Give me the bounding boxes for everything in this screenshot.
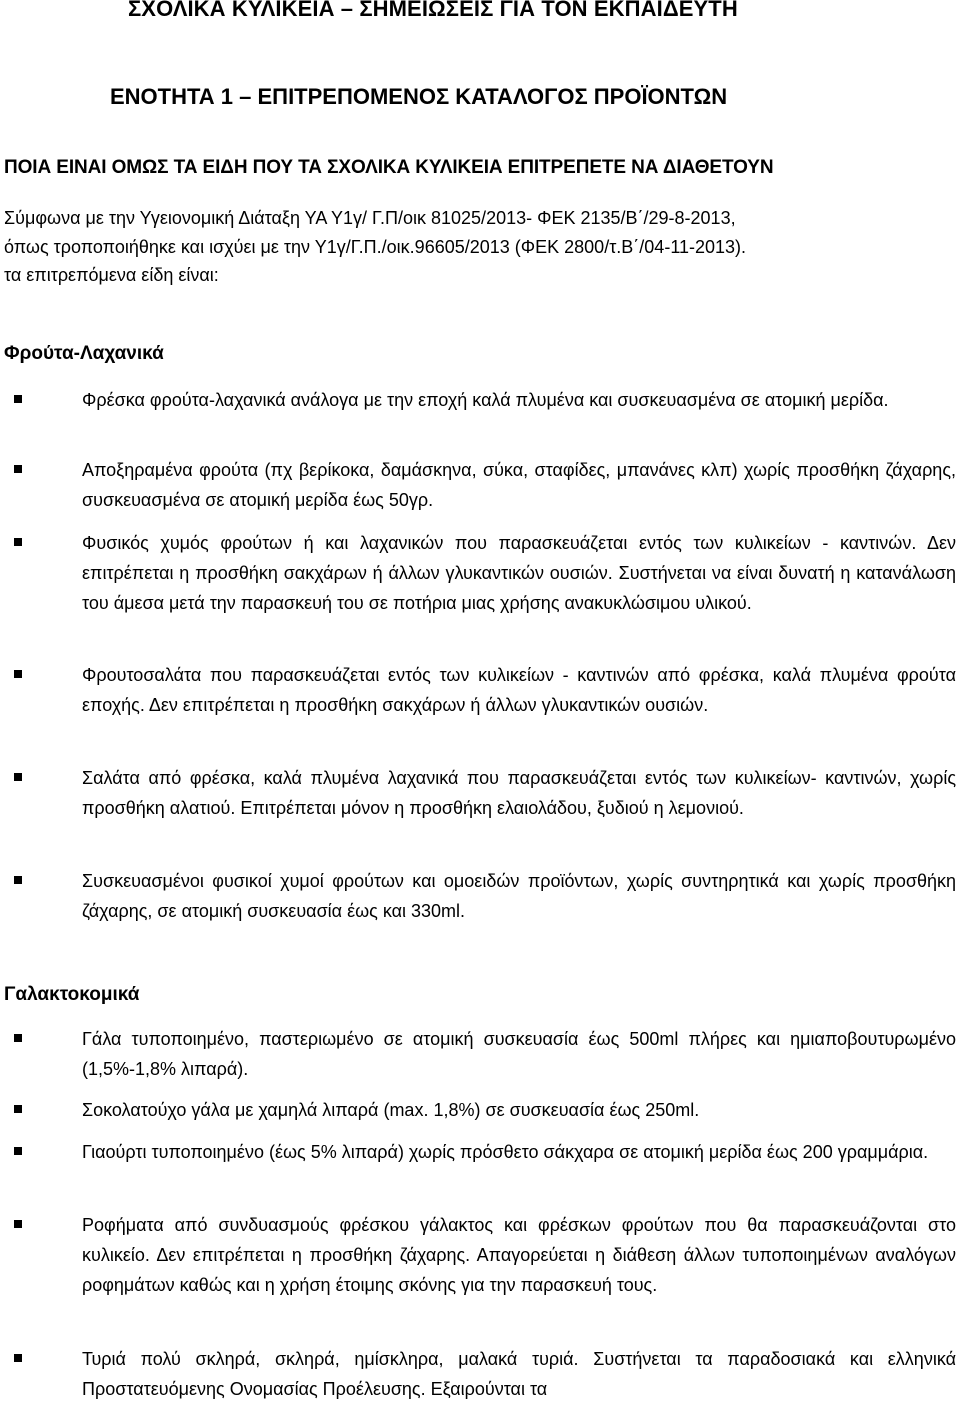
bullet-icon — [14, 538, 22, 546]
bullet-icon — [14, 1034, 22, 1042]
bullet-icon — [14, 1220, 22, 1228]
list-item-text: Σοκολατούχο γάλα με χαμηλά λιπαρά (max. 1,8%) σε συσκευασία έως 250ml. — [82, 1100, 700, 1120]
list-item — [4, 1095, 956, 1125]
list-item — [4, 455, 956, 515]
list-item — [4, 1024, 956, 1084]
bullet-icon — [14, 876, 22, 884]
section-title-dairy: Γαλακτοκομικά — [4, 984, 140, 1005]
intro-line: όπως τροποποιήθηκε και ισχύει με την Υ1γ/Γ.Π./οικ.96605/2013 (ΦΕΚ 2800/τ.Β΄/04-11-2013). — [4, 236, 747, 257]
bullet-icon — [14, 670, 22, 678]
unit-title: ΕΝΟΤΗΤΑ 1 – ΕΠΙΤΡΕΠΟΜΕΝΟΣ ΚΑΤΑΛΟΓΟΣ ΠΡΟΪΟΝΤΩΝ — [110, 84, 728, 109]
list-item — [4, 1210, 956, 1300]
list-item-text: Γιαούρτι τυποποιημένο (έως 5% λιπαρά) χωρίς πρόσθετο σάκχαρα σε ατομική μερίδα έως 200 γραμμάρια. — [82, 1142, 929, 1162]
list-item — [4, 763, 956, 823]
bullet-icon — [14, 1354, 22, 1362]
bullet-icon — [14, 1105, 22, 1113]
question-heading: ΠΟΙΑ ΕΙΝΑΙ ΟΜΩΣ ΤΑ ΕΙΔΗ ΠΟΥ ΤΑ ΣΧΟΛΙΚΑ ΚΥΛΙΚΕΙΑ ΕΠΙΤΡΕΠΕΤΕ ΝΑ ΔΙΑΘΕΤΟΥΝ — [4, 157, 774, 178]
list-item — [4, 1137, 956, 1167]
list-item-text: Σαλάτα από φρέσκα, καλά πλυμένα λαχανικά που παρασκευάζεται εντός των κυλικείων- καντινών, χωρίς προσθήκη αλατιού. Επιτρέπεται μόνον η προσθήκη ελαιολάδου, ξυδιού η λεμονιού. — [82, 768, 956, 818]
bullet-icon — [14, 1147, 22, 1155]
list-item-text: Αποξηραμένα φρούτα (πχ βερίκοκα, δαμάσκηνα, σύκα, σταφίδες, μπανάνες κλπ) χωρίς προσθήκη ζάχαρης, συσκευασμένα σε ατομική μερίδα έως 50γρ. — [82, 460, 956, 510]
list-item-text: Ροφήματα από συνδυασμούς φρέσκου γάλακτος και φρέσκων φρούτων που θα παρασκευάζονται στο κυλικείο. Δεν επιτρέπεται η προσθήκη ζάχαρης. Απαγορεύεται η διάθεση άλλων τυποποιημένων αναλόγων ροφημάτων καθώς και η χρήση έτοιμης σκόνης για την παρασκευή τους. — [82, 1215, 956, 1295]
list-item — [4, 1344, 956, 1404]
list-item-text: Γάλα τυποποιημένο, παστεριωμένο σε ατομική συσκευασία έως 500ml πλήρες και ημιαποβουτυρωμένο (1,5%-1,8% λιπαρά). — [82, 1029, 956, 1079]
intro-line: τα επιτρεπόμενα είδη είναι: — [4, 265, 219, 285]
bullet-icon — [14, 395, 22, 403]
list-item — [4, 660, 956, 720]
list-item-text: Συσκευασμένοι φυσικοί χυμοί φρούτων και ομοειδών προϊόντων, χωρίς συντηρητικά και χωρίς προσθήκη ζάχαρης, σε ατομική συσκευασία έως και 330ml. — [82, 871, 956, 921]
list-item-text: Τυριά πολύ σκληρά, σκληρά, ημίσκληρα, μαλακά τυριά. Συστήνεται τα παραδοσιακά και ελληνικά Προστατευόμενης Ονομασίας Προέλευσης. Εξαιρούνται τα — [82, 1349, 956, 1399]
bullet-icon — [14, 773, 22, 781]
list-item — [4, 866, 956, 926]
intro-paragraph — [4, 204, 956, 290]
list-item — [4, 385, 956, 415]
list-item-text: Φρουτοσαλάτα που παρασκευάζεται εντός των κυλικείων - καντινών από φρέσκα, καλά πλυμένα φρούτα εποχής. Δεν επιτρέπεται η προσθήκη σακχάρων ή άλλων γλυκαντικών ουσιών. — [82, 665, 956, 715]
document-title: ΣΧΟΛΙΚΑ ΚΥΛΙΚΕΙΑ – ΣΗΜΕΙΩΣΕΙΣ ΓΙΑ ΤΟΝ ΕΚΠΑΙΔΕΥΤΗ — [128, 0, 738, 21]
list-item-text: Φρέσκα φρούτα-λαχανικά ανάλογα με την εποχή καλά πλυμένα και συσκευασμένα σε ατομική μερίδα. — [82, 390, 889, 410]
intro-line: Σύμφωνα με την Υγειονομική Διάταξη ΥΑ Υ1γ/ Γ.Π/οικ 81025/2013- ΦΕΚ 2135/Β΄/29-8-2013, — [4, 208, 736, 228]
section-title-fruits-vegetables: Φρούτα-Λαχανικά — [4, 343, 164, 364]
list-item — [4, 528, 956, 618]
bullet-icon — [14, 465, 22, 473]
list-item-text: Φυσικός χυμός φρούτων ή και λαχανικών που παρασκευάζεται εντός των κυλικείων - καντινών. Δεν επιτρέπεται η προσθήκη σακχάρων ή άλλων γλυκαντικών ουσιών. Συστήνεται να είναι δυνατή η κατανάλωση του άμεσα μετά την παρασκευή του σε ποτήρια μιας χρήσης ανακυκλώσιμου υλικού. — [82, 533, 956, 613]
